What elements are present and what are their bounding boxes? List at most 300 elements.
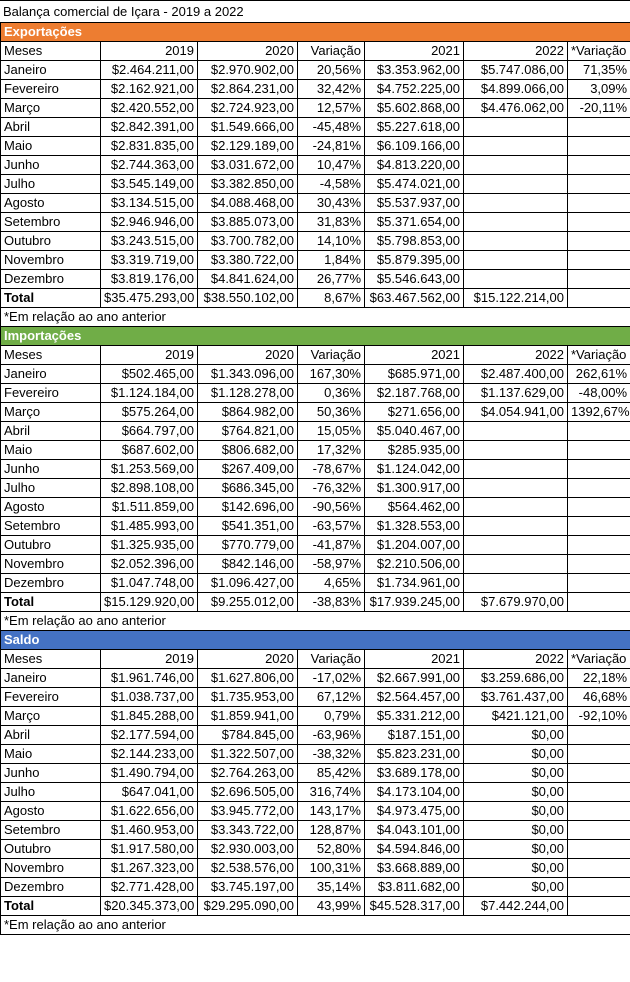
- value-cell[interactable]: [464, 194, 568, 213]
- value-cell[interactable]: $2.764.263,00: [198, 764, 298, 783]
- value-cell[interactable]: 71,35%: [568, 61, 630, 80]
- column-header-variacao[interactable]: *Variação: [568, 650, 630, 669]
- value-cell[interactable]: -41,87%: [298, 536, 365, 555]
- section-header-importacoes[interactable]: Importações: [1, 327, 630, 346]
- value-cell[interactable]: [568, 498, 630, 517]
- total-value-cell[interactable]: 8,67%: [298, 289, 365, 308]
- value-cell[interactable]: $3.343.722,00: [198, 821, 298, 840]
- total-value-cell[interactable]: $35.475.293,00: [101, 289, 198, 308]
- value-cell[interactable]: [568, 555, 630, 574]
- value-cell[interactable]: 67,12%: [298, 688, 365, 707]
- value-cell[interactable]: [464, 574, 568, 593]
- column-header-2019[interactable]: 2019: [101, 42, 198, 61]
- value-cell[interactable]: $5.546.643,00: [365, 270, 464, 289]
- value-cell[interactable]: $4.752.225,00: [365, 80, 464, 99]
- month-cell[interactable]: Outubro: [1, 840, 101, 859]
- value-cell[interactable]: 10,47%: [298, 156, 365, 175]
- value-cell[interactable]: $1.267.323,00: [101, 859, 198, 878]
- month-cell[interactable]: Agosto: [1, 802, 101, 821]
- value-cell[interactable]: $271.656,00: [365, 403, 464, 422]
- value-cell[interactable]: [568, 840, 630, 859]
- value-cell[interactable]: [568, 574, 630, 593]
- value-cell[interactable]: $1.490.794,00: [101, 764, 198, 783]
- value-cell[interactable]: [464, 441, 568, 460]
- month-cell[interactable]: Outubro: [1, 536, 101, 555]
- column-header-variacao[interactable]: *Variação: [568, 346, 630, 365]
- month-cell[interactable]: Março: [1, 99, 101, 118]
- value-cell[interactable]: $2.420.552,00: [101, 99, 198, 118]
- value-cell[interactable]: -63,96%: [298, 726, 365, 745]
- month-cell[interactable]: Novembro: [1, 251, 101, 270]
- month-cell[interactable]: Dezembro: [1, 574, 101, 593]
- footnote-saldo: *Em relação ao ano anterior: [1, 916, 630, 935]
- value-cell[interactable]: [464, 156, 568, 175]
- total-value-cell[interactable]: $45.528.317,00: [365, 897, 464, 916]
- value-cell[interactable]: $1.325.935,00: [101, 536, 198, 555]
- value-cell[interactable]: [464, 517, 568, 536]
- value-cell[interactable]: $2.487.400,00: [464, 365, 568, 384]
- month-cell[interactable]: Abril: [1, 422, 101, 441]
- value-cell[interactable]: 1392,67%: [568, 403, 630, 422]
- value-cell[interactable]: $421.121,00: [464, 707, 568, 726]
- value-cell[interactable]: 0,79%: [298, 707, 365, 726]
- month-cell[interactable]: Julho: [1, 175, 101, 194]
- month-cell[interactable]: Novembro: [1, 555, 101, 574]
- value-cell[interactable]: [568, 137, 630, 156]
- value-cell[interactable]: $4.088.468,00: [198, 194, 298, 213]
- value-cell[interactable]: -4,58%: [298, 175, 365, 194]
- value-cell[interactable]: $1.961.746,00: [101, 669, 198, 688]
- month-cell[interactable]: Agosto: [1, 498, 101, 517]
- value-cell[interactable]: $0,00: [464, 783, 568, 802]
- value-cell[interactable]: 30,43%: [298, 194, 365, 213]
- month-cell[interactable]: Fevereiro: [1, 80, 101, 99]
- value-cell[interactable]: $3.031.672,00: [198, 156, 298, 175]
- month-cell[interactable]: Fevereiro: [1, 384, 101, 403]
- total-value-cell[interactable]: $15.122.214,00: [464, 289, 568, 308]
- value-cell[interactable]: -38,32%: [298, 745, 365, 764]
- month-cell[interactable]: Junho: [1, 764, 101, 783]
- total-label-cell[interactable]: Total: [1, 289, 101, 308]
- value-cell[interactable]: $3.945.772,00: [198, 802, 298, 821]
- value-cell[interactable]: $1.096.427,00: [198, 574, 298, 593]
- value-cell[interactable]: $502.465,00: [101, 365, 198, 384]
- month-cell[interactable]: Julho: [1, 783, 101, 802]
- sheet-title[interactable]: Balança comercial de Içara - 2019 a 2022: [0, 0, 630, 22]
- value-cell[interactable]: $2.864.231,00: [198, 80, 298, 99]
- value-cell[interactable]: [568, 194, 630, 213]
- value-cell[interactable]: $0,00: [464, 878, 568, 897]
- value-cell[interactable]: [568, 726, 630, 745]
- value-cell[interactable]: $4.813.220,00: [365, 156, 464, 175]
- value-cell[interactable]: [568, 232, 630, 251]
- value-cell[interactable]: $2.162.921,00: [101, 80, 198, 99]
- value-cell[interactable]: $2.771.428,00: [101, 878, 198, 897]
- value-cell[interactable]: $685.971,00: [365, 365, 464, 384]
- value-cell[interactable]: $5.879.395,00: [365, 251, 464, 270]
- value-cell[interactable]: $2.210.506,00: [365, 555, 464, 574]
- total-value-cell[interactable]: $63.467.562,00: [365, 289, 464, 308]
- month-cell[interactable]: Dezembro: [1, 878, 101, 897]
- value-cell[interactable]: 26,77%: [298, 270, 365, 289]
- column-header-variacao[interactable]: *Variação: [568, 42, 630, 61]
- value-cell[interactable]: 15,05%: [298, 422, 365, 441]
- value-cell[interactable]: 46,68%: [568, 688, 630, 707]
- value-cell[interactable]: $2.144.233,00: [101, 745, 198, 764]
- value-cell[interactable]: 52,80%: [298, 840, 365, 859]
- value-cell[interactable]: $3.259.686,00: [464, 669, 568, 688]
- total-value-cell[interactable]: $20.345.373,00: [101, 897, 198, 916]
- value-cell[interactable]: $3.382.850,00: [198, 175, 298, 194]
- value-cell[interactable]: 1,84%: [298, 251, 365, 270]
- value-cell[interactable]: -58,97%: [298, 555, 365, 574]
- value-cell[interactable]: -45,48%: [298, 118, 365, 137]
- month-cell[interactable]: Março: [1, 707, 101, 726]
- value-cell[interactable]: [464, 251, 568, 270]
- value-cell[interactable]: [464, 137, 568, 156]
- month-cell[interactable]: Maio: [1, 137, 101, 156]
- month-cell[interactable]: Abril: [1, 726, 101, 745]
- value-cell[interactable]: $1.343.096,00: [198, 365, 298, 384]
- value-cell[interactable]: [568, 251, 630, 270]
- value-cell[interactable]: 12,57%: [298, 99, 365, 118]
- month-cell[interactable]: Novembro: [1, 859, 101, 878]
- value-cell[interactable]: [464, 422, 568, 441]
- column-header-2021[interactable]: 2021: [365, 42, 464, 61]
- value-cell[interactable]: [568, 479, 630, 498]
- value-cell[interactable]: $4.594.846,00: [365, 840, 464, 859]
- value-cell[interactable]: [568, 764, 630, 783]
- value-cell[interactable]: $541.351,00: [198, 517, 298, 536]
- value-cell[interactable]: [568, 460, 630, 479]
- value-cell[interactable]: 31,83%: [298, 213, 365, 232]
- value-cell[interactable]: $1.917.580,00: [101, 840, 198, 859]
- value-cell[interactable]: [464, 270, 568, 289]
- month-cell[interactable]: Janeiro: [1, 61, 101, 80]
- value-cell[interactable]: [568, 270, 630, 289]
- value-cell[interactable]: $2.970.902,00: [198, 61, 298, 80]
- column-header-2020[interactable]: 2020: [198, 346, 298, 365]
- value-cell[interactable]: [568, 802, 630, 821]
- column-header-2019[interactable]: 2019: [101, 650, 198, 669]
- value-cell[interactable]: [568, 878, 630, 897]
- total-value-cell[interactable]: $38.550.102,00: [198, 289, 298, 308]
- value-cell[interactable]: 50,36%: [298, 403, 365, 422]
- value-cell[interactable]: -63,57%: [298, 517, 365, 536]
- value-cell[interactable]: $3.243.515,00: [101, 232, 198, 251]
- value-cell[interactable]: 4,65%: [298, 574, 365, 593]
- value-cell[interactable]: $1.300.917,00: [365, 479, 464, 498]
- value-cell[interactable]: [568, 745, 630, 764]
- value-cell[interactable]: [568, 441, 630, 460]
- value-cell[interactable]: $1.137.629,00: [464, 384, 568, 403]
- month-cell[interactable]: Dezembro: [1, 270, 101, 289]
- value-cell[interactable]: $4.973.475,00: [365, 802, 464, 821]
- value-cell[interactable]: $3.885.073,00: [198, 213, 298, 232]
- value-cell[interactable]: $3.668.889,00: [365, 859, 464, 878]
- value-cell[interactable]: $5.371.654,00: [365, 213, 464, 232]
- total-value-cell[interactable]: $15.129.920,00: [101, 593, 198, 612]
- value-cell[interactable]: [568, 821, 630, 840]
- value-cell[interactable]: $1.460.953,00: [101, 821, 198, 840]
- total-value-cell[interactable]: $7.679.970,00: [464, 593, 568, 612]
- value-cell[interactable]: $842.146,00: [198, 555, 298, 574]
- value-cell[interactable]: 3,09%: [568, 80, 630, 99]
- value-cell[interactable]: $3.745.197,00: [198, 878, 298, 897]
- total-value-cell[interactable]: [568, 897, 630, 916]
- value-cell[interactable]: $1.859.941,00: [198, 707, 298, 726]
- value-cell[interactable]: $5.331.212,00: [365, 707, 464, 726]
- value-cell[interactable]: 85,42%: [298, 764, 365, 783]
- column-header-meses[interactable]: Meses: [1, 346, 101, 365]
- value-cell[interactable]: $3.353.962,00: [365, 61, 464, 80]
- value-cell[interactable]: $3.700.782,00: [198, 232, 298, 251]
- value-cell[interactable]: 22,18%: [568, 669, 630, 688]
- month-cell[interactable]: Janeiro: [1, 669, 101, 688]
- footnote-exportacoes: *Em relação ao ano anterior: [1, 308, 630, 327]
- value-cell[interactable]: $3.134.515,00: [101, 194, 198, 213]
- value-cell[interactable]: [464, 213, 568, 232]
- value-cell[interactable]: $2.129.189,00: [198, 137, 298, 156]
- value-cell[interactable]: $1.734.961,00: [365, 574, 464, 593]
- value-cell[interactable]: $5.537.937,00: [365, 194, 464, 213]
- month-cell[interactable]: Junho: [1, 156, 101, 175]
- value-cell[interactable]: [568, 118, 630, 137]
- value-cell[interactable]: [464, 232, 568, 251]
- value-cell[interactable]: $4.173.104,00: [365, 783, 464, 802]
- value-cell[interactable]: [568, 213, 630, 232]
- value-cell[interactable]: $3.319.719,00: [101, 251, 198, 270]
- total-value-cell[interactable]: [568, 593, 630, 612]
- value-cell[interactable]: $1.204.007,00: [365, 536, 464, 555]
- value-cell[interactable]: 20,56%: [298, 61, 365, 80]
- value-cell[interactable]: $770.779,00: [198, 536, 298, 555]
- value-cell[interactable]: $2.724.923,00: [198, 99, 298, 118]
- value-cell[interactable]: $784.845,00: [198, 726, 298, 745]
- value-cell[interactable]: $1.038.737,00: [101, 688, 198, 707]
- value-cell[interactable]: $1.735.953,00: [198, 688, 298, 707]
- value-cell[interactable]: [568, 422, 630, 441]
- value-cell[interactable]: $3.380.722,00: [198, 251, 298, 270]
- value-cell[interactable]: $1.511.859,00: [101, 498, 198, 517]
- value-cell[interactable]: $2.898.108,00: [101, 479, 198, 498]
- value-cell[interactable]: $5.798.853,00: [365, 232, 464, 251]
- month-cell[interactable]: Outubro: [1, 232, 101, 251]
- value-cell[interactable]: 35,14%: [298, 878, 365, 897]
- value-cell[interactable]: $1.485.993,00: [101, 517, 198, 536]
- value-cell[interactable]: 17,32%: [298, 441, 365, 460]
- value-cell[interactable]: [464, 555, 568, 574]
- value-cell[interactable]: 262,61%: [568, 365, 630, 384]
- value-cell[interactable]: $3.811.682,00: [365, 878, 464, 897]
- value-cell[interactable]: $2.187.768,00: [365, 384, 464, 403]
- value-cell[interactable]: $3.689.178,00: [365, 764, 464, 783]
- total-value-cell[interactable]: 43,99%: [298, 897, 365, 916]
- value-cell[interactable]: $0,00: [464, 745, 568, 764]
- column-header-meses[interactable]: Meses: [1, 650, 101, 669]
- value-cell[interactable]: 14,10%: [298, 232, 365, 251]
- value-cell[interactable]: $3.761.437,00: [464, 688, 568, 707]
- value-cell[interactable]: $806.682,00: [198, 441, 298, 460]
- column-header-meses[interactable]: Meses: [1, 42, 101, 61]
- value-cell[interactable]: $2.564.457,00: [365, 688, 464, 707]
- month-cell[interactable]: Maio: [1, 745, 101, 764]
- value-cell[interactable]: -17,02%: [298, 669, 365, 688]
- value-cell[interactable]: $564.462,00: [365, 498, 464, 517]
- value-cell[interactable]: $4.043.101,00: [365, 821, 464, 840]
- column-header-2021[interactable]: 2021: [365, 346, 464, 365]
- value-cell[interactable]: -48,00%: [568, 384, 630, 403]
- value-cell[interactable]: 143,17%: [298, 802, 365, 821]
- value-cell[interactable]: $3.545.149,00: [101, 175, 198, 194]
- value-cell[interactable]: 128,87%: [298, 821, 365, 840]
- value-cell[interactable]: $864.982,00: [198, 403, 298, 422]
- value-cell[interactable]: $0,00: [464, 802, 568, 821]
- month-cell[interactable]: Setembro: [1, 821, 101, 840]
- value-cell[interactable]: $3.819.176,00: [101, 270, 198, 289]
- column-header-variacao[interactable]: Variação: [298, 346, 365, 365]
- value-cell[interactable]: 316,74%: [298, 783, 365, 802]
- total-label-cell[interactable]: Total: [1, 897, 101, 916]
- month-cell[interactable]: Março: [1, 403, 101, 422]
- value-cell[interactable]: [568, 156, 630, 175]
- value-cell[interactable]: $686.345,00: [198, 479, 298, 498]
- value-cell[interactable]: 100,31%: [298, 859, 365, 878]
- column-header-2022[interactable]: 2022: [464, 346, 568, 365]
- value-cell[interactable]: $2.946.946,00: [101, 213, 198, 232]
- value-cell[interactable]: $1.328.553,00: [365, 517, 464, 536]
- value-cell[interactable]: $285.935,00: [365, 441, 464, 460]
- value-cell[interactable]: $4.899.066,00: [464, 80, 568, 99]
- month-cell[interactable]: Agosto: [1, 194, 101, 213]
- value-cell[interactable]: $1.128.278,00: [198, 384, 298, 403]
- value-cell[interactable]: [464, 536, 568, 555]
- value-cell[interactable]: -78,67%: [298, 460, 365, 479]
- value-cell[interactable]: [568, 783, 630, 802]
- value-cell[interactable]: $4.476.062,00: [464, 99, 568, 118]
- value-cell[interactable]: $0,00: [464, 859, 568, 878]
- month-cell[interactable]: Setembro: [1, 213, 101, 232]
- value-cell[interactable]: $1.124.184,00: [101, 384, 198, 403]
- month-cell[interactable]: Maio: [1, 441, 101, 460]
- value-cell[interactable]: $2.177.594,00: [101, 726, 198, 745]
- value-cell[interactable]: $0,00: [464, 764, 568, 783]
- section-header-exportacoes[interactable]: Exportações: [1, 23, 630, 42]
- total-value-cell[interactable]: $7.442.244,00: [464, 897, 568, 916]
- value-cell[interactable]: $1.622.656,00: [101, 802, 198, 821]
- value-cell[interactable]: $5.040.467,00: [365, 422, 464, 441]
- value-cell[interactable]: [464, 118, 568, 137]
- value-cell[interactable]: -24,81%: [298, 137, 365, 156]
- value-cell[interactable]: 167,30%: [298, 365, 365, 384]
- value-cell[interactable]: $5.823.231,00: [365, 745, 464, 764]
- value-cell[interactable]: $1.845.288,00: [101, 707, 198, 726]
- value-cell[interactable]: $764.821,00: [198, 422, 298, 441]
- value-cell[interactable]: $2.930.003,00: [198, 840, 298, 859]
- total-value-cell[interactable]: -38,83%: [298, 593, 365, 612]
- value-cell[interactable]: $1.549.666,00: [198, 118, 298, 137]
- month-cell[interactable]: Abril: [1, 118, 101, 137]
- value-cell[interactable]: -92,10%: [568, 707, 630, 726]
- value-cell[interactable]: $5.602.868,00: [365, 99, 464, 118]
- value-cell[interactable]: -20,11%: [568, 99, 630, 118]
- column-header-2021[interactable]: 2021: [365, 650, 464, 669]
- value-cell[interactable]: 32,42%: [298, 80, 365, 99]
- column-header-2019[interactable]: 2019: [101, 346, 198, 365]
- month-cell[interactable]: Janeiro: [1, 365, 101, 384]
- value-cell[interactable]: $4.841.624,00: [198, 270, 298, 289]
- value-cell[interactable]: $5.227.618,00: [365, 118, 464, 137]
- value-cell[interactable]: [568, 517, 630, 536]
- column-header-2020[interactable]: 2020: [198, 650, 298, 669]
- value-cell[interactable]: $2.744.363,00: [101, 156, 198, 175]
- value-cell[interactable]: $2.667.991,00: [365, 669, 464, 688]
- value-cell[interactable]: [464, 479, 568, 498]
- column-header-variacao[interactable]: Variação: [298, 42, 365, 61]
- section-header-saldo[interactable]: Saldo: [1, 631, 630, 650]
- value-cell[interactable]: 0,36%: [298, 384, 365, 403]
- value-cell[interactable]: [568, 859, 630, 878]
- value-cell[interactable]: $2.831.835,00: [101, 137, 198, 156]
- column-header-2020[interactable]: 2020: [198, 42, 298, 61]
- value-cell[interactable]: $1.253.569,00: [101, 460, 198, 479]
- value-cell[interactable]: $1.047.748,00: [101, 574, 198, 593]
- value-cell[interactable]: [568, 175, 630, 194]
- value-cell[interactable]: -90,56%: [298, 498, 365, 517]
- value-cell[interactable]: $6.109.166,00: [365, 137, 464, 156]
- value-cell[interactable]: $267.409,00: [198, 460, 298, 479]
- value-cell[interactable]: $647.041,00: [101, 783, 198, 802]
- total-label-cell[interactable]: Total: [1, 593, 101, 612]
- value-cell[interactable]: [464, 498, 568, 517]
- value-cell[interactable]: $575.264,00: [101, 403, 198, 422]
- value-cell[interactable]: $2.538.576,00: [198, 859, 298, 878]
- month-cell[interactable]: Fevereiro: [1, 688, 101, 707]
- value-cell[interactable]: $2.464.211,00: [101, 61, 198, 80]
- value-cell[interactable]: $0,00: [464, 840, 568, 859]
- column-header-2022[interactable]: 2022: [464, 42, 568, 61]
- value-cell[interactable]: $0,00: [464, 726, 568, 745]
- value-cell[interactable]: $0,00: [464, 821, 568, 840]
- month-cell[interactable]: Setembro: [1, 517, 101, 536]
- value-cell[interactable]: $2.842.391,00: [101, 118, 198, 137]
- value-cell[interactable]: $5.747.086,00: [464, 61, 568, 80]
- value-cell[interactable]: $4.054.941,00: [464, 403, 568, 422]
- total-value-cell[interactable]: $17.939.245,00: [365, 593, 464, 612]
- column-header-variacao[interactable]: Variação: [298, 650, 365, 669]
- month-cell[interactable]: Julho: [1, 479, 101, 498]
- total-value-cell[interactable]: $29.295.090,00: [198, 897, 298, 916]
- value-cell[interactable]: $187.151,00: [365, 726, 464, 745]
- value-cell[interactable]: $664.797,00: [101, 422, 198, 441]
- value-cell[interactable]: $1.322.507,00: [198, 745, 298, 764]
- value-cell[interactable]: $5.474.021,00: [365, 175, 464, 194]
- column-header-2022[interactable]: 2022: [464, 650, 568, 669]
- value-cell[interactable]: $2.696.505,00: [198, 783, 298, 802]
- total-value-cell[interactable]: $9.255.012,00: [198, 593, 298, 612]
- value-cell[interactable]: $142.696,00: [198, 498, 298, 517]
- value-cell[interactable]: $2.052.396,00: [101, 555, 198, 574]
- value-cell[interactable]: $1.627.806,00: [198, 669, 298, 688]
- value-cell[interactable]: -76,32%: [298, 479, 365, 498]
- value-cell[interactable]: [464, 175, 568, 194]
- value-cell[interactable]: $1.124.042,00: [365, 460, 464, 479]
- value-cell[interactable]: $687.602,00: [101, 441, 198, 460]
- total-value-cell[interactable]: [568, 289, 630, 308]
- value-cell[interactable]: [464, 460, 568, 479]
- value-cell[interactable]: [568, 536, 630, 555]
- month-cell[interactable]: Junho: [1, 460, 101, 479]
